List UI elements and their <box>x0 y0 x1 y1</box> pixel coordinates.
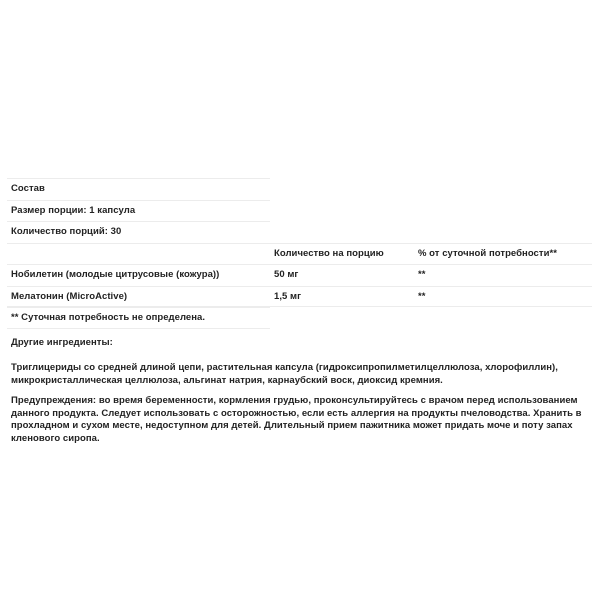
supplement-facts-table <box>7 178 592 329</box>
servings-per-container-row <box>7 221 270 243</box>
facts-title: Состав <box>11 183 45 194</box>
footnote: ** Суточная потребность не определена. <box>11 312 206 323</box>
warnings-text: Предупреждения: во время беременности, кормления грудью, проконсультируйтесь с врачом перед использованием данного продукта. Следует использовать с осторожностью, если есть аллергия на продукты пчеловодства. Хранить в прохладном и сухом месте, недоступном для детей. Длительный прием пажитника может придать моче и поту запах кленового сиропа. <box>11 395 582 444</box>
serving-size-row <box>7 200 270 222</box>
facts-title-row <box>7 178 270 200</box>
other-ingredients-title: Другие ингредиенты: <box>11 337 113 348</box>
table-row <box>7 264 592 286</box>
column-header-amount: Количество на порцию <box>274 247 384 259</box>
table-row <box>7 286 592 308</box>
ingredient-name: Нобилетин (молодые цитрусовые (кожура)) <box>11 269 220 280</box>
servings-per-container: Количество порций: 30 <box>11 226 122 237</box>
ingredient-amount: 1,5 мг <box>274 290 302 302</box>
serving-size: Размер порции: 1 капсула <box>11 204 136 216</box>
ingredient-amount: 50 мг <box>274 269 299 280</box>
table-header-row <box>7 243 592 265</box>
other-ingredients-text: Триглицериды со средней длиной цепи, растительная капсула (гидроксипропилметилцеллюлоза, хлорофиллин), микрокристаллическая целлюлоза, альгинат натрия, карнаубский воск, диоксид кремния. <box>11 362 558 386</box>
ingredient-name: Мелатонин (MicroActive) <box>11 290 128 302</box>
ingredient-daily-value: ** <box>418 290 426 302</box>
column-header-daily-value: % от суточной потребности** <box>418 247 557 259</box>
ingredient-daily-value: ** <box>418 269 426 280</box>
footnote-row <box>7 307 270 329</box>
